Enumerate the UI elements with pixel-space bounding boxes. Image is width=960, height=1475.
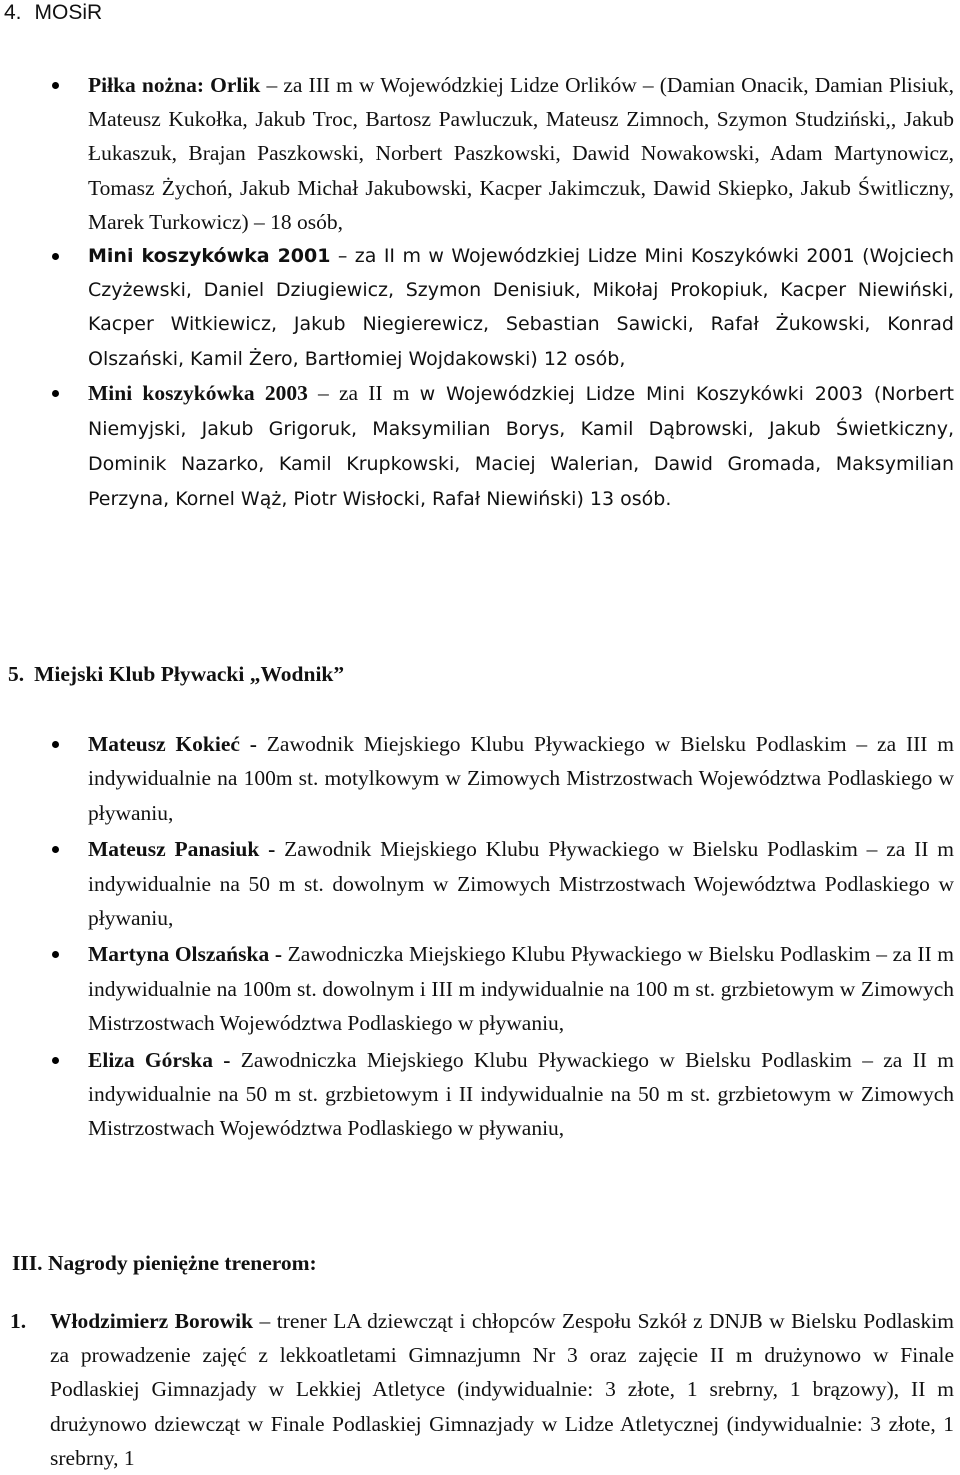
list-item: [0, 937, 960, 1040]
item-number: 1.: [10, 1309, 27, 1333]
item-name: Eliza Górska -: [88, 1047, 231, 1072]
bullet-icon: [52, 741, 59, 748]
item-name: Włodzimierz Borowik: [50, 1309, 254, 1333]
item-text: – za III m w Wojewódzkiej Lidze Orlików – (Damian Onacik, Damian Plisiuk, Mateusz Kukołka, Jakub Troc, Bartosz Pawluczuk, Mateusz Zimnoch, Szymon Studziński,, Jakub Łukaszuk, Brajan Paszkowski, Norbert Paszkowski, Dawid Nowakowski, Adam Martynowicz, Tomasz Żychoń, Jakub Michał Jakubowski, Kacper Jakimczuk, Dawid Skiepko, Jakub Świtliczny, Marek Turkowicz) – 18 osób,: [88, 73, 954, 234]
bullet-icon: [52, 1057, 59, 1064]
item-name: Mateusz Kokieć -: [88, 732, 257, 756]
item-text: – za II m w Wojewódzkiej Lidze Mini Koszykówki 2001 (Wojciech Czyżewski, Daniel Dziugiewicz, Szymon Denisiuk, Mikołaj Prokopiuk, Kacper Niewiński, Kacper Witkiewicz, Jakub Niegierewicz, Sebastian Sawicki, Rafał Żukowski, Konrad Olszański, Kamil Żero, Bartłomiej Wojdakowski) 12 osób,: [88, 245, 954, 370]
item-name: Mateusz Panasiuk -: [88, 837, 276, 862]
list-item: [0, 1043, 960, 1146]
item-name: Piłka nożna: Orlik: [88, 73, 261, 97]
item-text: – trener LA dziewcząt i chłopców Zespołu Szkół z DNJB w Bielsku Podlaskim za prowadzenie zajęć z lekkoatletami Gimnazjumn Nr 3 oraz zajęcie II m drużynowo w Finale Podlaskiej Gimnazjady w Lekkiej Atletyce (indywidualnie: 3 złote, 1 srebrny, 1 brązowy), II m drużynowo dziewcząt w Finale Podlaskiej Gimnazjady w Lidze Atletycznej (indywidualnie: 3 złote, 1 srebrny, 1: [50, 1309, 954, 1470]
section-5-list: [0, 727, 960, 1146]
bullet-icon: [52, 390, 59, 397]
section-4-heading: [4, 0, 102, 26]
bullet-icon: [52, 82, 59, 89]
item-text: Zawodnik Miejskiego Klubu Pływackiego w Bielsku Podlaskim – za III m indywidualnie na 100m st. motylkowym w Zimowych Mistrzostwach Województwa Podlaskiego w pływaniu,: [88, 732, 954, 825]
section-3-list: [0, 1304, 960, 1475]
section-5-heading: [8, 659, 344, 689]
section-5-number: 5.: [8, 662, 25, 686]
item-text: – za II m: [307, 380, 420, 405]
item-text: Zawodniczka Miejskiego Klubu Pływackiego w Bielsku Podlaskim – za II m indywidualnie na 50 m st. grzbietowym i II indywidualnie na 50 m st. grzbietowym w Zimowych Mistrzostwach Województwa Podlaskiego w pływaniu,: [88, 1047, 954, 1141]
bullet-icon: [52, 951, 59, 958]
section-5-title: Miejski Klub Pływacki „Wodnik”: [34, 662, 345, 686]
item-text: Zawodnik Miejskiego Klubu Pływackiego w Bielsku Podlaskim – za II m indywidualnie na 50 m st. dowolnym w Zimowych Mistrzostwach Województwa Podlaskiego w pływaniu,: [88, 837, 954, 931]
item-name: Mini koszykówka 2003: [88, 380, 308, 405]
item-text: Zawodniczka Miejskiego Klubu Pływackiego w Bielsku Podlaskim – za II m indywidualnie na 100m st. dowolnym i III m indywidualnie na 100 m st. grzbietowym w Zimowych Mistrzostwach Województwa Podlaskiego w pływaniu,: [88, 942, 954, 1036]
list-item: [0, 239, 960, 376]
section-3-heading: [12, 1248, 317, 1278]
section-4-number: 4.: [4, 1, 22, 24]
list-item: [0, 68, 960, 239]
section-3-title: Nagrody pieniężne trenerom:: [48, 1251, 317, 1275]
item-name: Martyna Olszańska -: [88, 942, 282, 967]
list-item: [0, 832, 960, 935]
item-text-continued: w Wojewódzkiej Lidze Mini Koszykówki 2003 (Norbert Niemyjski, Jakub Grigoruk, Maksymilian Borys, Kamil Dąbrowski, Jakub Świetkiczny, Dominik Nazarko, Kamil Krupkowski, Maciej Walerian, Dawid Gromada, Maksymilian Perzyna, Kornel Wąż, Piotr Wisłocki, Rafał Niewiński) 13 osób.: [88, 382, 954, 511]
section-4-title: MOSiR: [34, 1, 103, 24]
item-name: Mini koszykówka 2001: [88, 245, 331, 268]
list-item: [0, 727, 960, 830]
section-3-number: III.: [12, 1251, 43, 1275]
bullet-icon: [52, 846, 59, 853]
bullet-icon: [52, 253, 59, 260]
list-item: [0, 1304, 960, 1475]
list-item: [0, 376, 960, 517]
section-4-list: [0, 68, 960, 517]
